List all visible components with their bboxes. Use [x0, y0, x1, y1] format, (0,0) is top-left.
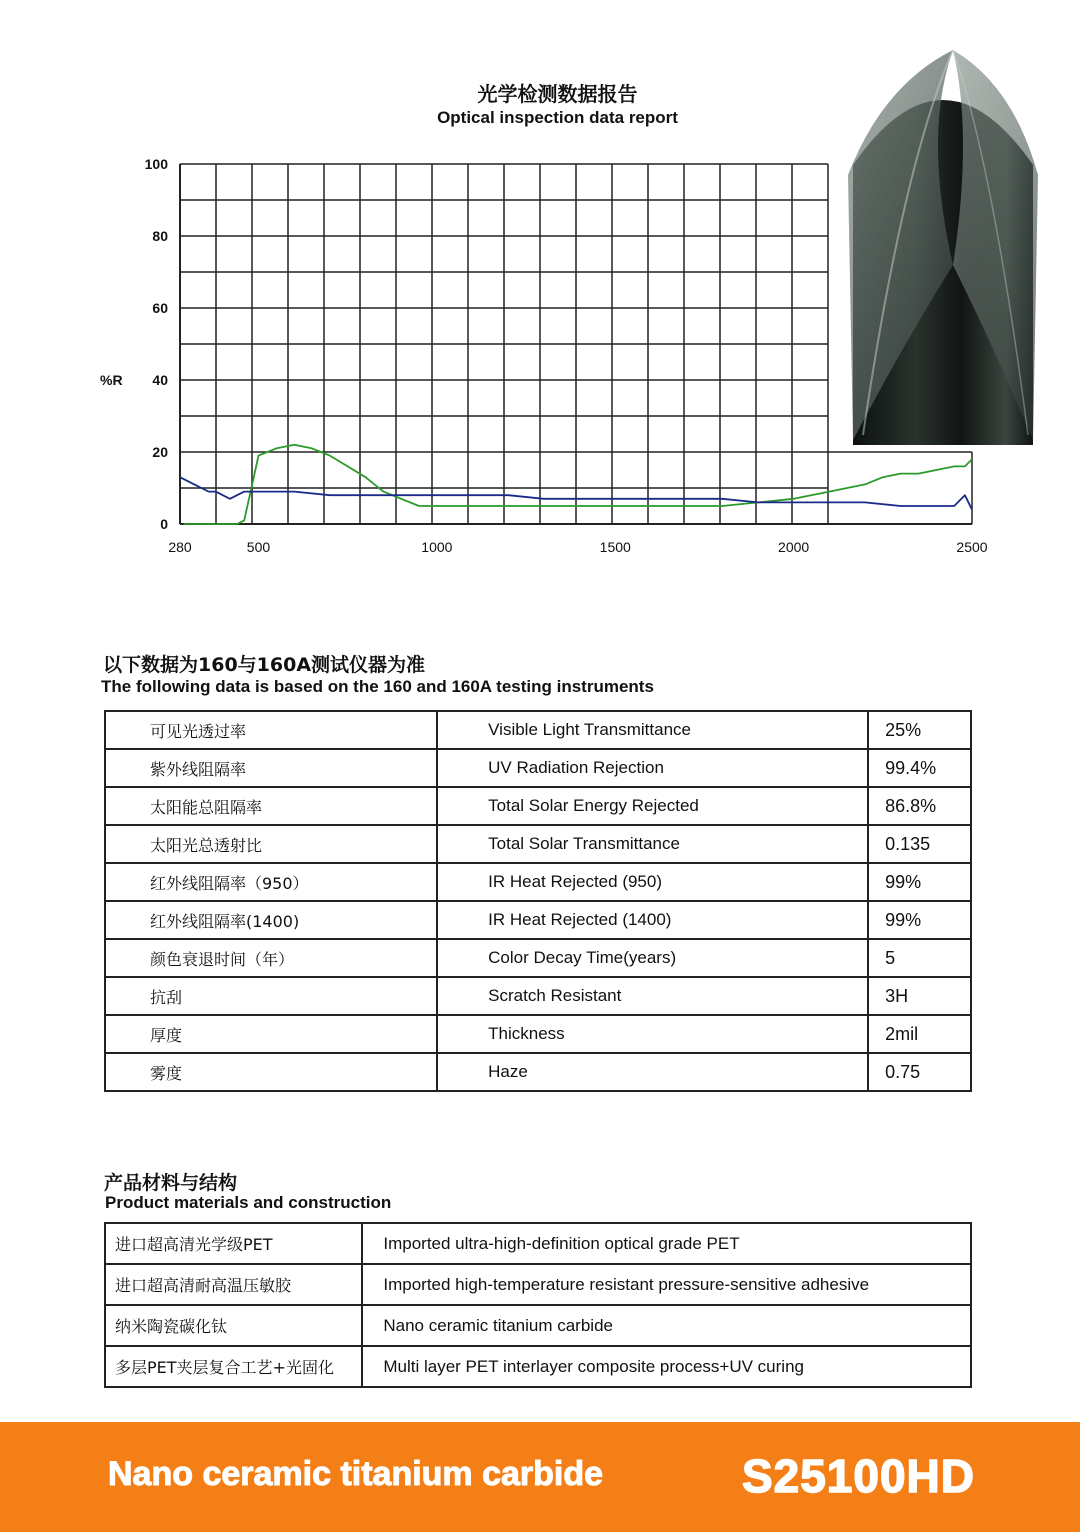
- spec-table: [104, 710, 972, 1092]
- spec-name-en: IR Heat Rejected (1400): [437, 901, 868, 939]
- spec-row: [105, 711, 971, 749]
- materials-heading-cn: 产品材料与结构: [104, 1172, 238, 1194]
- material-name-cn: 多层PET夹层复合工艺+光固化: [105, 1346, 362, 1387]
- materials-table: [104, 1222, 972, 1388]
- material-row: [105, 1223, 971, 1264]
- spec-name-cn: 太阳光总透射比: [105, 825, 437, 863]
- spec-value: 99.4%: [868, 749, 971, 787]
- material-name-en: Multi layer PET interlayer composite process+UV curing: [362, 1346, 971, 1387]
- spec-value: 2mil: [868, 1015, 971, 1053]
- series-line-1: [184, 445, 972, 524]
- y-tick-label: 60: [152, 300, 168, 316]
- spec-name-en: Total Solar Energy Rejected: [437, 787, 868, 825]
- material-row: [105, 1264, 971, 1305]
- spec-name-cn: 厚度: [105, 1015, 437, 1053]
- spec-row: [105, 939, 971, 977]
- banner-product-type: Nano ceramic titanium carbide: [108, 1455, 604, 1493]
- banner-model-number: S25100HD: [741, 1450, 975, 1502]
- spec-name-cn: 紫外线阻隔率: [105, 749, 437, 787]
- spec-name-cn: 太阳能总阻隔率: [105, 787, 437, 825]
- spec-row: [105, 977, 971, 1015]
- spec-value: 99%: [868, 863, 971, 901]
- spec-value: 3H: [868, 977, 971, 1015]
- spec-row: [105, 1015, 971, 1053]
- material-name-cn: 进口超高清光学级PET: [105, 1223, 362, 1264]
- spec-name-cn: 可见光透过率: [105, 711, 437, 749]
- y-tick-label: 0: [160, 516, 168, 532]
- spec-value: 25%: [868, 711, 971, 749]
- material-name-cn: 纳米陶瓷碳化钛: [105, 1305, 362, 1346]
- spec-value: 0.75: [868, 1053, 971, 1091]
- spec-name-en: Color Decay Time(years): [437, 939, 868, 977]
- spec-row: [105, 749, 971, 787]
- spec-value: 86.8%: [868, 787, 971, 825]
- spec-name-cn: 红外线阻隔率(1400): [105, 901, 437, 939]
- material-name-en: Imported high-temperature resistant pressure-sensitive adhesive: [362, 1264, 971, 1305]
- report-title-cn: 光学检测数据报告: [477, 82, 638, 106]
- spec-value: 99%: [868, 901, 971, 939]
- spec-row: [105, 863, 971, 901]
- materials-heading-en: Product materials and construction: [105, 1193, 392, 1212]
- material-name-en: Imported ultra-high-definition optical grade PET: [362, 1223, 971, 1264]
- spec-name-en: Scratch Resistant: [437, 977, 868, 1015]
- spec-name-en: Total Solar Transmittance: [437, 825, 868, 863]
- material-name-en: Nano ceramic titanium carbide: [362, 1305, 971, 1346]
- x-tick-label: 1500: [599, 539, 631, 555]
- material-row: [105, 1305, 971, 1346]
- spec-name-cn: 颜色衰退时间（年）: [105, 939, 437, 977]
- spec-row: [105, 825, 971, 863]
- y-tick-label: 20: [152, 444, 168, 460]
- report-title-en: Optical inspection data report: [437, 108, 678, 127]
- y-tick-label: 80: [152, 228, 168, 244]
- spec-row: [105, 1053, 971, 1091]
- x-tick-label: 1000: [421, 539, 453, 555]
- y-tick-label: 40: [152, 372, 168, 388]
- x-tick-label: 500: [246, 539, 271, 555]
- x-tick-label: 2500: [956, 539, 988, 555]
- spec-value: 5: [868, 939, 971, 977]
- x-tick-label: 280: [168, 539, 192, 555]
- material-name-cn: 进口超高清耐高温压敏胶: [105, 1264, 362, 1305]
- spec-value: 0.135: [868, 825, 971, 863]
- spec-name-cn: 雾度: [105, 1053, 437, 1091]
- spec-row: [105, 901, 971, 939]
- window-film-roll-image: [843, 45, 1043, 450]
- y-axis-label: %R: [100, 372, 123, 388]
- spec-name-en: Visible Light Transmittance: [437, 711, 868, 749]
- spec-name-cn: 红外线阻隔率（950）: [105, 863, 437, 901]
- spec-name-en: Thickness: [437, 1015, 868, 1053]
- spec-heading-en: The following data is based on the 160 and 160A testing instruments: [101, 677, 654, 696]
- spec-heading-cn: 以下数据为160与160A测试仪器为准: [103, 654, 426, 676]
- y-tick-label: 100: [144, 156, 168, 172]
- spec-name-en: Haze: [437, 1053, 868, 1091]
- spec-row: [105, 787, 971, 825]
- spec-name-en: IR Heat Rejected (950): [437, 863, 868, 901]
- spec-name-cn: 抗刮: [105, 977, 437, 1015]
- spec-name-en: UV Radiation Rejection: [437, 749, 868, 787]
- x-tick-label: 2000: [778, 539, 810, 555]
- material-row: [105, 1346, 971, 1387]
